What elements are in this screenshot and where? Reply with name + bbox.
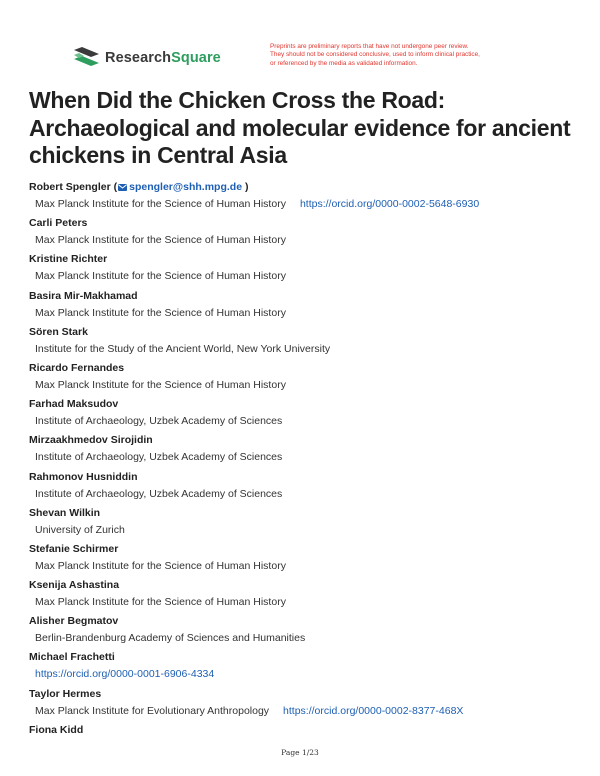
research-square-logo-icon: [74, 47, 100, 69]
author-affiliation: Max Planck Institute for the Science of Human History: [35, 234, 286, 247]
author-affiliation: Institute of Archaeology, Uzbek Academy of Sciences: [35, 415, 283, 428]
author-name: Rahmonov Husniddin: [29, 470, 138, 483]
preprint-notice: [270, 43, 570, 68]
page-number: Page 1/23: [281, 748, 319, 757]
author-entry: [29, 542, 589, 578]
author-name: Basira Mir-Makhamad: [29, 289, 138, 302]
author-name: Ricardo Fernandes: [29, 361, 125, 374]
author-affiliation: Institute for the Study of the Ancient World, New York University: [35, 342, 331, 355]
author-entry: [29, 614, 589, 650]
author-entry: [29, 578, 589, 614]
notice-line: or referenced by the media as validated information.: [270, 59, 418, 67]
author-entry: [29, 252, 589, 288]
author-name: Sören Stark: [29, 325, 88, 338]
author-name: Taylor Hermes: [29, 687, 102, 700]
orcid-link[interactable]: https://orcid.org/0000-0002-5648-6930: [299, 198, 480, 210]
brand-name: ResearchSquare: [105, 50, 221, 66]
author-name: Robert Spengler: [29, 181, 111, 193]
author-affiliation: Max Planck Institute for the Science of Human History: [35, 596, 286, 609]
author-entry: Robert Spengler ( spengler@shh.mpg.de ) Max Planck Institute for the Science of Human History https://orcid.org/0000-0002-5648-6930: [29, 181, 480, 210]
author-entry: [29, 470, 589, 506]
orcid-link[interactable]: https://orcid.org/0000-0001-6906-4334: [35, 668, 215, 681]
author-affiliation: Max Planck Institute for Evolutionary Anthropology: [35, 704, 270, 717]
author-name: Stefanie Schirmer: [29, 542, 119, 555]
envelope-icon: [118, 184, 127, 191]
author-list: [29, 180, 589, 759]
notice-line: They should not be considered conclusive, used to inform clinical practice,: [270, 51, 480, 59]
author-name: Shevan Wilkin: [29, 506, 101, 519]
author-affiliation: Max Planck Institute for the Science of Human History: [35, 559, 286, 572]
author-name: Fiona Kidd: [29, 723, 84, 736]
author-name: Farhad Maksudov: [29, 398, 119, 411]
author-affiliation: University of Zurich: [35, 523, 125, 536]
author-affiliation: Institute of Archaeology, Uzbek Academy of Sciences: [35, 451, 283, 464]
author-entry: [29, 216, 589, 252]
author-entry: [29, 289, 589, 325]
author-entry: [29, 506, 589, 542]
author-entry: [29, 325, 589, 361]
author-affiliation: Berlin-Brandenburg Academy of Sciences and Humanities: [35, 632, 306, 645]
author-affiliation: Max Planck Institute for the Science of Human History: [35, 198, 286, 210]
author-affiliation: Max Planck Institute for the Science of Human History: [35, 378, 286, 391]
author-name: Mirzaakhmedov Sirojidin: [29, 434, 153, 447]
author-entry: [29, 361, 589, 397]
author-entry: [29, 397, 589, 433]
author-email-link[interactable]: spengler@shh.mpg.de: [129, 181, 243, 193]
author-name: Kristine Richter: [29, 253, 108, 266]
orcid-link[interactable]: https://orcid.org/0000-0002-8377-468X: [283, 704, 464, 717]
author-name: Alisher Begmatov: [29, 615, 119, 628]
author-affiliation: Max Planck Institute for the Science of Human History: [35, 270, 286, 283]
research-square-logo[interactable]: [74, 46, 221, 70]
author-entry: [29, 687, 589, 723]
notice-line: Preprints are preliminary reports that have not undergone peer review.: [270, 43, 469, 50]
author-name: Carli Peters: [29, 217, 88, 230]
author-entry: [29, 433, 589, 469]
author-affiliation: Institute of Archaeology, Uzbek Academy of Sciences: [35, 487, 283, 500]
author-entry: [29, 650, 589, 686]
author-name: Ksenija Ashastina: [29, 579, 120, 592]
paper-title: When Did the Chicken Cross the Road: Archaeological and molecular evidence for ancient chickens in Central Asia: [29, 87, 571, 168]
author-name: Michael Frachetti: [29, 651, 115, 664]
author-affiliation: Max Planck Institute for the Science of Human History: [35, 306, 286, 319]
